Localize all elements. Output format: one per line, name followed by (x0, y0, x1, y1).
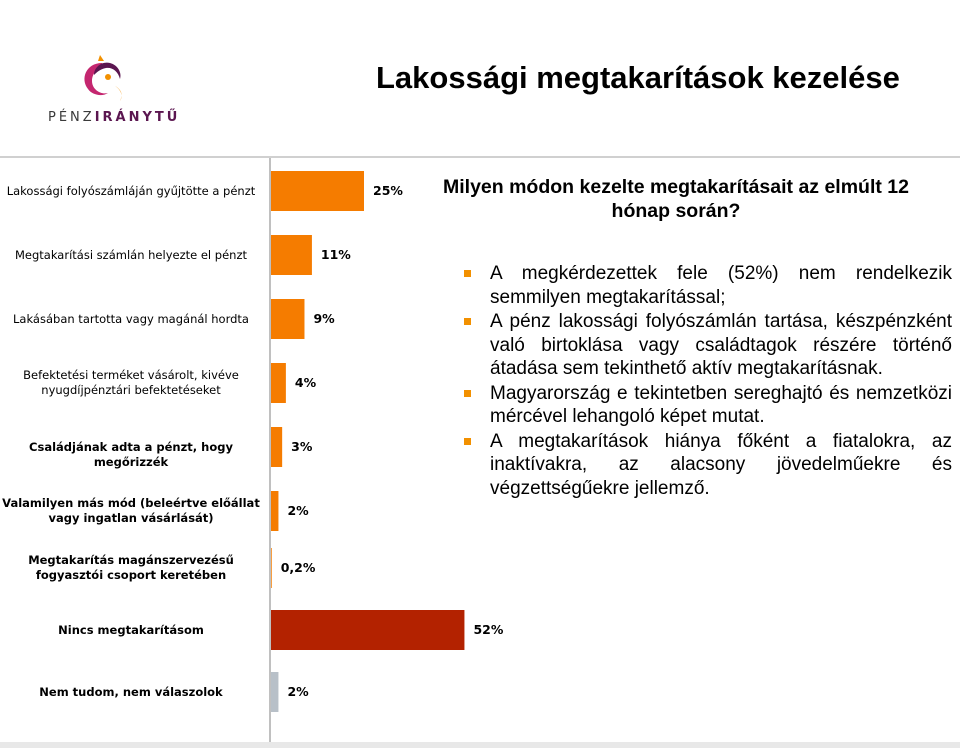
data-label: 25% (373, 183, 403, 198)
category-label: Lakossági folyószámláján gyűjtötte a pénzt (6, 183, 256, 198)
bullet-item (462, 430, 952, 501)
data-label: 2% (287, 684, 309, 699)
data-label: 0,2% (280, 560, 316, 575)
logo-mark-icon (40, 45, 190, 115)
bullet-text: A megkérdezettek fele (52%) nem rendelkezik semmilyen megtakarítással; (490, 263, 952, 308)
bar (271, 610, 464, 650)
square-bullet-icon (464, 270, 471, 277)
bar (271, 672, 278, 712)
bar-chart (0, 158, 520, 748)
square-bullet-icon (464, 438, 471, 445)
bullet-item (462, 262, 952, 309)
data-label: 11% (320, 247, 351, 262)
category-label: Nem tudom, nem válaszolok (39, 684, 223, 699)
data-label: 4% (294, 375, 317, 390)
footer-strip (0, 742, 960, 748)
logo-text-bold: IRÁNYTŰ (94, 110, 181, 125)
data-label: 9% (313, 311, 335, 326)
bullet-text: A megtakarítások hiánya főként a fiatalokra, az inaktívakra, az alacsony jövedelműekre és végzettségűekre jellemző. (490, 430, 952, 499)
category-label: Családjának adta a pénzt, hogy megőrizzék (29, 439, 233, 469)
page-title: Lakossági megtakarítások kezelése (376, 60, 900, 95)
logo-text-light: PÉNZ (48, 110, 95, 125)
bar (271, 491, 278, 531)
category-label: Valamilyen más mód (beleértve előállat vagy ingatlan vásárlását) (2, 496, 260, 525)
bar (271, 171, 364, 211)
bar (271, 363, 286, 403)
category-label: Nincs megtakarításom (58, 622, 204, 637)
bullet-list (462, 262, 952, 501)
category-label: Lakásában tartotta vagy magánál hordta (13, 311, 249, 326)
bar (271, 548, 272, 588)
bar (271, 299, 304, 339)
data-label: 52% (473, 622, 504, 637)
bar (271, 235, 312, 275)
bullet-text: A pénz lakossági folyószámlán tartása, készpénzként való birtoklása vagy családtagok részére történő átadása sem tekinthető aktív megtakarításnak. (490, 311, 952, 379)
data-label: 2% (287, 503, 309, 518)
data-label: 3% (291, 439, 313, 454)
square-bullet-icon (464, 390, 471, 397)
question-heading: Milyen módon kezelte megtakarításait az elmúlt 12 hónap során? (443, 176, 909, 222)
category-label: Megtakarítási számlán helyezte el pénzt (15, 247, 247, 262)
logo-text (48, 110, 180, 125)
category-label: Megtakarítás magánszervezésű fogyasztói csoport keretében (28, 553, 234, 582)
bar (271, 427, 282, 467)
category-label: Befektetési terméket vásárolt, kivéve nyugdíjpénztári befektetéseket (23, 368, 239, 397)
bullet-item (462, 310, 952, 381)
bullet-item (462, 382, 952, 429)
square-bullet-icon (464, 318, 471, 325)
bullet-text: Magyarország e tekintetben sereghajtó és nemzetközi mércével lehangoló képet mutat. (490, 382, 952, 427)
